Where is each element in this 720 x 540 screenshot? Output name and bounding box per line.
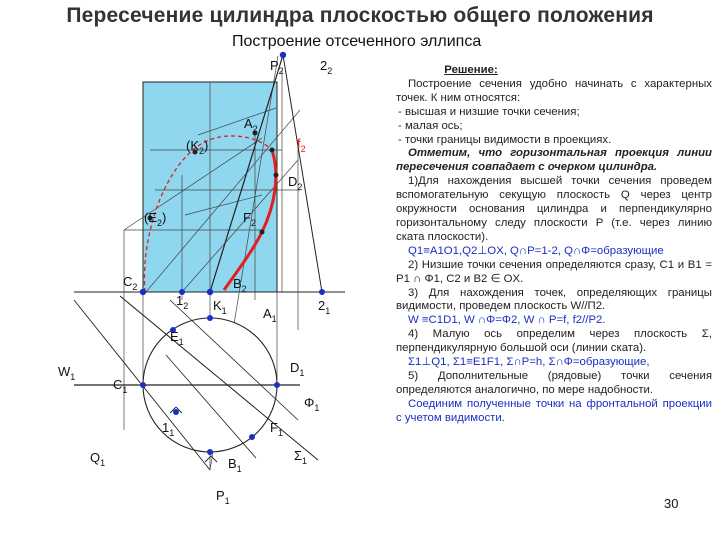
label-phi1: $\Phi_1$ bbox=[304, 395, 320, 413]
solution-intro: Построение сечения удобно начинать с характерных точек. К ним относятся: bbox=[396, 77, 712, 104]
label-c2: $C_2$ bbox=[123, 274, 138, 292]
label-w1: $W_1$ bbox=[58, 364, 76, 382]
label-p1: $P_1$ bbox=[216, 488, 230, 506]
solution-step-6: Соединим полученные точки на фронтальной проекции с учетом видимости. bbox=[396, 397, 712, 424]
solution-text bbox=[396, 64, 712, 426]
solution-bullet-1: - высшая и низшие точки сечения; bbox=[398, 105, 580, 118]
slide-title: Пересечение цилиндра плоскостью общего положения bbox=[66, 4, 654, 27]
label-b1: $B_1$ bbox=[228, 456, 242, 474]
solution-step-3: 3) Для нахождения точек, определяющих границы видимости, проведем плоскость W//П2. bbox=[396, 286, 712, 313]
page-number: 30 bbox=[664, 496, 679, 511]
solution-bullet-3: - точки границы видимости в проекциях. bbox=[398, 133, 612, 146]
label-c1: $C_1$ bbox=[113, 377, 128, 395]
solution-bullet-2: - малая ось; bbox=[398, 119, 463, 132]
solution-step-4: 4) Малую ось определим через плоскость Σ, перпендикулярную большой оси (линии ската). bbox=[396, 328, 712, 355]
label-f1: $F_1$ bbox=[270, 420, 283, 438]
label-b2: $B_2$ bbox=[233, 276, 247, 294]
slide-subtitle: Построение отсеченного эллипса bbox=[232, 33, 482, 50]
label-q1: $Q_1$ bbox=[90, 450, 106, 468]
solution-step-1-formula: Q1≡A1O1,Q2⊥OX, Q∩P=1-2, Q∩Φ=образующие bbox=[408, 244, 664, 257]
label-d2: $D_2$ bbox=[288, 174, 303, 192]
solution-heading: Решение: bbox=[444, 64, 498, 76]
label-a2: $A_2$ bbox=[244, 116, 258, 134]
label-1-1: $1_1$ bbox=[162, 420, 175, 438]
label-f2-point: $F_2$ bbox=[243, 210, 256, 228]
label-a1: $A_1$ bbox=[263, 306, 277, 324]
label-e1: $E_1$ bbox=[170, 329, 184, 347]
solution-step-1: 1)Для нахождения высшей точки сечения проведем вспомогательную секущую плоскость Q через центр окружности основания цилиндра и перпендикулярно горизонтальному следу плоскости P (т.е. через линию ската плоскости). bbox=[396, 175, 712, 243]
solution-step-5: 5) Дополнительные (рядовые) точки сечения определяются аналогично, по мере надобности. bbox=[396, 369, 712, 396]
label-e2: $(E_2)$ bbox=[144, 210, 167, 228]
solution-note: Отметим, что горизонтальная проекция линии пересечения совпадает с очерком цилиндра. bbox=[396, 147, 712, 174]
label-f2: $f_2$ bbox=[297, 136, 306, 154]
solution-step-3-formula: W ≡C1D1, W ∩Φ=Φ2, W ∩ P=f, f2//P2. bbox=[408, 314, 606, 327]
label-2-2: $2_2$ bbox=[320, 58, 333, 76]
label-1-2: $1_2$ bbox=[176, 293, 189, 311]
label-d1: $D_1$ bbox=[290, 360, 305, 378]
solution-step-2: 2) Низшие точки сечения определяются сразу, C1 и B1 = P1 ∩ Φ1, C2 и B2 ∈ OX. bbox=[396, 258, 712, 285]
label-k2: $(K_2)$ bbox=[186, 138, 209, 156]
label-2-1: $2_1$ bbox=[318, 298, 331, 316]
right-angle-mark-2 bbox=[205, 456, 217, 462]
label-k1: $K_1$ bbox=[213, 298, 227, 316]
label-p2: $P_2$ bbox=[270, 58, 284, 76]
label-sigma1: $\Sigma_1$ bbox=[294, 448, 308, 466]
solution-step-4-formula: Σ1⊥Q1, Σ1≡E1F1, Σ∩P=h, Σ∩Φ=образующие, bbox=[408, 356, 650, 369]
